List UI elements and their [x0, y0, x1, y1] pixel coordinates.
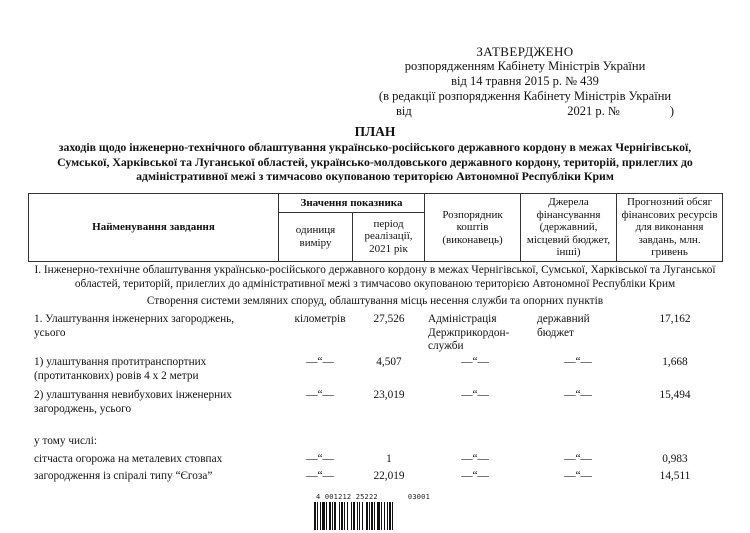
header-period: період реалізації, 2021 рік: [353, 212, 425, 261]
header-indicator-group: Значення показника: [279, 194, 425, 213]
row-unit: —“—: [306, 356, 334, 368]
approval-title: ЗАТВЕРДЖЕНО: [476, 44, 574, 59]
approval-line-3: (в редакції розпорядження Кабінету Міністрів України: [378, 89, 672, 103]
row-executor: —“—: [461, 389, 489, 401]
row-source: —“—: [564, 356, 592, 368]
row-value: 22,019: [373, 470, 405, 482]
header-task-name: Найменування завдання: [29, 194, 279, 262]
barcode-bars: [312, 502, 434, 530]
barcode-number-right: 03001: [407, 493, 430, 501]
row-executor: —“—: [461, 356, 489, 368]
row-unit: кілометрів: [294, 313, 346, 325]
subsection-heading: Створення системи земляних споруд, облаштування місць несення служби та опорних пунктів: [146, 295, 604, 307]
row-value: 1: [386, 453, 392, 465]
row-executor: —“—: [461, 470, 489, 482]
row-value: 4,507: [376, 356, 402, 368]
row-amount: 15,494: [659, 389, 691, 401]
section-heading: І. Інженерно-технічне облаштування українсько-російського державного кордону в межах Чернігівської, Сумської, Харківської та Луганської областей, територій, прилеглих до адміністративної межі з тимчасово окупованою територією Автономної Республіки Крим: [34, 264, 716, 290]
header-unit: одиниця виміру: [279, 212, 353, 261]
row-name: 2) улаштування невибухових інженерних загороджень, усього: [34, 389, 232, 415]
barcode-number-left: 4 001212 25222: [316, 493, 378, 501]
row-value: 27,526: [373, 313, 405, 325]
row-amount: 0,983: [662, 453, 688, 465]
row-unit: —“—: [306, 389, 334, 401]
approval-date-prefix: від: [396, 104, 412, 118]
plan-subtitle: заходів щодо інженерно-технічного облаштування українсько-російського державного кордону в межах Чернігівської, Сумської, Харківської та Луганської областей, українсько-молдовського державного кордону, територій, прилеглих до адміністративної межі з тимчасово окупованою територією Автономної Республіки Крим: [57, 140, 693, 183]
row-name: загородження із спіралі типу “Єгоза”: [34, 470, 213, 482]
barcode-numbers: [312, 493, 434, 501]
row-name: 1. Улаштування інженерних загороджень, усього: [34, 313, 235, 339]
row-amount: 17,162: [659, 313, 691, 325]
row-unit: —“—: [306, 453, 334, 465]
row-source: —“—: [564, 470, 592, 482]
row-value: 23,019: [373, 389, 405, 401]
header-forecast: Прогнозний обсяг фінансових ресурсів для виконання завдань, млн. гривень: [617, 194, 723, 262]
row-source: державний бюджет: [537, 313, 590, 339]
plan-table-header: [28, 193, 723, 262]
row-name: у тому числі:: [34, 435, 97, 447]
row-source: —“—: [564, 389, 592, 401]
row-executor: Адміністрація Держприкордон-служби: [428, 313, 510, 352]
plan-title: ПЛАН: [354, 124, 396, 139]
row-unit: —“—: [306, 470, 334, 482]
row-name: 1) улаштування протитранспортних (протитанкових) ровів 4 х 2 метри: [34, 356, 207, 382]
approval-date-suffix: 2021 р. № ): [567, 104, 674, 118]
header-funding-sources: Джерела фінансування (державний, місцевий бюджет, інші): [521, 194, 617, 262]
row-executor: —“—: [461, 453, 489, 465]
row-source: —“—: [564, 453, 592, 465]
row-amount: 14,511: [659, 470, 691, 482]
barcode: [312, 493, 434, 530]
approval-line-2: від 14 травня 2015 р. № 439: [451, 74, 599, 88]
approval-line-4: [360, 104, 690, 119]
approval-line-1: розпорядженням Кабінету Міністрів України: [404, 59, 646, 73]
row-name: сітчаста огорожа на металевих стовпах: [34, 453, 223, 465]
header-executor: Розпорядник коштів (виконавець): [425, 194, 521, 262]
row-amount: 1,668: [662, 356, 688, 368]
approval-block: [360, 44, 690, 119]
